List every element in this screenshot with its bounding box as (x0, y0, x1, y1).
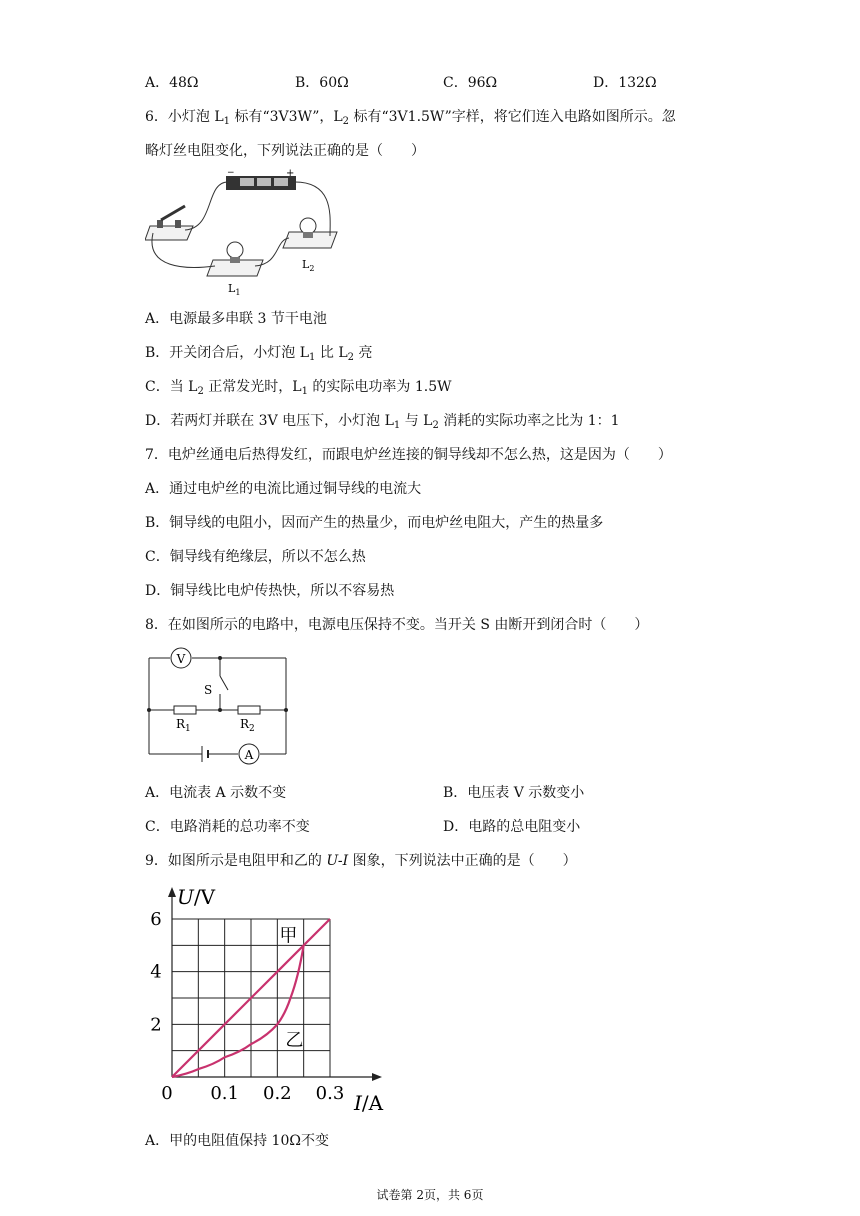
q8-circuit-diagram (140, 644, 292, 766)
q8-option-b: B．电压表 V 示数变小 (443, 785, 585, 801)
q5-option-c: C．96Ω (443, 75, 498, 91)
switch-post (157, 220, 163, 228)
x-axis-label: I/A (354, 1091, 384, 1115)
battery-cell (274, 178, 288, 186)
option-text: 消耗的实际功率之比为 1：1 (438, 413, 620, 429)
q7-option-a: A．通过电炉丝的电流比通过铜导线的电流大 (145, 481, 422, 497)
q8-stem: 8．在如图所示的电路中，电源电压保持不变。当开关 S 由断开到闭合时（ ） (145, 617, 649, 633)
q7-option-d: D．铜导线比电炉传热快，所以不容易热 (145, 583, 395, 599)
q5-option-d: D．132Ω (593, 75, 657, 91)
battery-cell (240, 178, 254, 186)
series-label-yi: 乙 (285, 1030, 304, 1052)
l1-socket (230, 257, 240, 263)
q6-sub: 2 (342, 116, 350, 127)
sub: 1 (309, 352, 316, 363)
l2-bulb (300, 218, 316, 234)
option-text: 正常发光时，L (203, 379, 302, 395)
q9-ui-chart (140, 880, 400, 1120)
q6-stem-line1 (145, 108, 676, 126)
q7-option-b: B．铜导线的电阻小，因而产生的热量少，而电炉丝电阻大，产生的热量多 (145, 515, 604, 531)
q8-option-c: C．电路消耗的总功率不变 (145, 819, 310, 835)
q6-option-c (145, 378, 452, 396)
x-tick-label: 0.2 (263, 1083, 292, 1104)
junction-dot (218, 656, 222, 660)
sub: 1 (393, 420, 401, 431)
plus-terminal-label: + (286, 168, 295, 179)
series-label-jia: 甲 (279, 925, 298, 947)
option-text: 比 L (315, 345, 348, 361)
l2-label: $L_2$ (302, 258, 315, 273)
q5-option-a: A．48Ω (145, 75, 199, 91)
x-axis-arrow (372, 1073, 382, 1081)
r1-label: $R_1$ (176, 717, 191, 734)
y-tick-label: 2 (150, 1014, 162, 1036)
stem-italic: U-I (326, 853, 349, 869)
junction-dot (284, 708, 288, 712)
sub: 2 (347, 352, 354, 363)
q9-option-a: A．甲的电阻值保持 10Ω不变 (145, 1133, 329, 1149)
q6-option-a: A．电源最多串联 3 节干电池 (145, 311, 327, 327)
r2-label: $R_2$ (240, 717, 255, 734)
sub: 1 (301, 386, 308, 397)
y-axis-label: U/V (177, 885, 216, 909)
stem-text: 图象，下列说法中正确的是（ ） (348, 853, 577, 869)
resistor-r1 (174, 706, 196, 714)
sub: 2 (432, 420, 439, 431)
q7-option-c: C．铜导线有绝缘层，所以不怎么热 (145, 549, 366, 565)
minus-terminal-label: − (227, 168, 235, 178)
wire (185, 182, 228, 230)
option-text: D．若两灯并联在 3V 电压下，小灯泡 L (145, 413, 394, 429)
page-footer: 试卷第 2页，共 6页 (376, 1188, 484, 1202)
sub: 2 (197, 386, 204, 397)
y-axis-arrow (168, 887, 176, 897)
option-text: B．开关闭合后，小灯泡 L (145, 345, 310, 361)
y-tick-label: 6 (150, 909, 162, 930)
option-text: 亮 (354, 345, 373, 361)
q6-stem-text: 标有“3V3W”，L (230, 109, 343, 125)
voltmeter-label: V (176, 652, 186, 666)
l2-socket (303, 232, 313, 238)
option-text: C．当 L (145, 379, 198, 395)
ammeter-label: A (244, 748, 254, 762)
junction-dot (147, 708, 151, 712)
q6-stem-text: 标有“3V1.5W”字样，将它们连入电路如图所示。忽 (349, 109, 676, 125)
q7-stem: 7．电炉丝通电后热得发红，而跟电炉丝连接的铜导线却不怎么热，这是因为（ ） (145, 447, 672, 463)
stem-text: 9．如图所示是电阻甲和乙的 (145, 853, 327, 869)
q6-sub: 1 (223, 116, 231, 127)
q5-option-b: B．60Ω (295, 75, 349, 91)
x-tick-label: 0 (161, 1083, 173, 1104)
option-text: 与 L (400, 413, 433, 429)
q6-circuit-figure (145, 168, 350, 300)
y-tick-label: 4 (150, 961, 162, 983)
q6-stem-text: 6．小灯泡 L (145, 109, 224, 125)
q6-stem-line2: 略灯丝电阻变化，下列说法正确的是（ ） (145, 143, 425, 159)
switch-lever (161, 206, 185, 220)
battery-cell (257, 178, 271, 186)
q6-option-d (145, 412, 620, 430)
option-text: 的实际电功率为 1.5W (307, 379, 452, 395)
x-tick-label: 0.1 (210, 1083, 239, 1104)
q9-stem (145, 852, 577, 870)
switch-post (175, 220, 181, 228)
x-tick-label: 0.3 (315, 1083, 345, 1104)
l1-label: $L_1$ (228, 282, 241, 297)
resistor-r2 (238, 706, 260, 714)
l1-bulb (227, 242, 243, 258)
q8-option-a: A．电流表 A 示数不变 (145, 785, 287, 801)
switch-label: S (204, 683, 213, 697)
q8-option-d: D．电路的总电阻变小 (443, 819, 581, 835)
q6-option-b (145, 344, 372, 362)
junction-dot (218, 708, 222, 712)
